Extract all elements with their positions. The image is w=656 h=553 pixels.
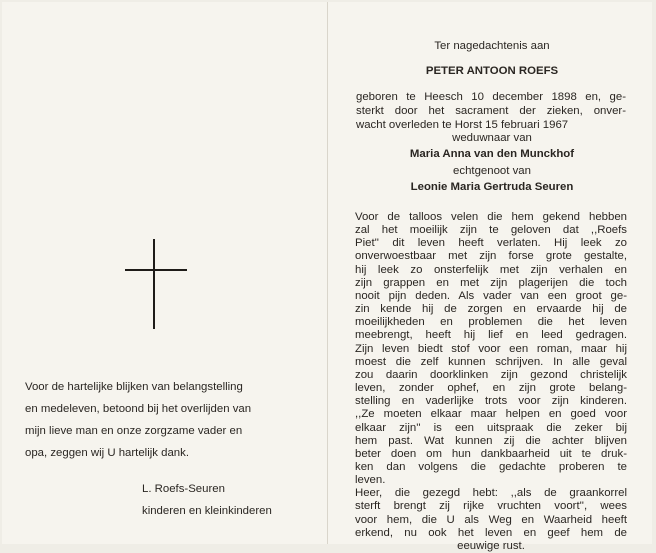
birth-line: geboren te Heesch 10 december 1898 en, ge- xyxy=(356,91,626,103)
memorial-heading: Ter nagedachtenis aan xyxy=(434,40,550,52)
bio-line: zal het moeilijk zijn te geloven dat ,,Roefs xyxy=(355,224,627,237)
bio-line: stelling en vaderlijke trots voor zijn kinderen. xyxy=(355,395,627,408)
bio-line: zin kende hij de zorgen en ervaarde hij de xyxy=(355,303,627,316)
card-fold-line xyxy=(327,2,328,544)
birth-line: wacht overleden te Horst 15 februari 1967 xyxy=(356,119,569,131)
birth-death-text xyxy=(356,90,626,132)
bio-line: Piet'' dit leven heeft verlaten. Hij leek zo xyxy=(355,237,627,250)
widower-label: weduwnaar van xyxy=(452,132,532,144)
thanks-text xyxy=(25,376,295,464)
bio-line: hem past. Wat kunnen zij die achter blijven xyxy=(355,434,627,447)
bio-line: Voor de talloos velen die hem gekend hebben xyxy=(355,211,627,223)
cross-icon-horizontal xyxy=(125,269,187,271)
memorial-card xyxy=(2,2,652,552)
bio-line: elkaar zijn'' is een uitspraak die zeker bij xyxy=(355,421,627,434)
bio-line: leven. xyxy=(355,474,386,487)
birth-line: sterkt door het sacrament der zieken, onver- xyxy=(356,105,626,117)
thanks-line: mijn lieve man en onze zorgzame vader en xyxy=(25,425,243,437)
bio-line: zijn grappen en met zijn plagerijen die toch xyxy=(355,276,627,289)
thanks-line: opa, zeggen wij U hartelijk dank. xyxy=(25,447,189,459)
second-wife-name: Leonie Maria Gertruda Seuren xyxy=(410,181,574,193)
bio-line: ,,Ze moeten elkaar maar helpen en goed voor xyxy=(355,408,627,421)
thanks-line: Voor de hartelijke blijken van belangstelling xyxy=(25,381,243,393)
bio-line: zou daarin doorklinken zijn gezond christelijk xyxy=(355,368,627,381)
bio-line: Heer, die gezegd hebt: ,,als de graankorrel xyxy=(355,487,627,500)
bio-line: moeilijkheden en problemen die het leven xyxy=(355,316,627,329)
bio-line: erkend, nu ook het leven en geef hem de xyxy=(355,526,627,539)
bio-line: hij leek zo onsterfelijk met zijn verhalen en xyxy=(355,263,627,276)
bio-line: voor hem, die U als Weg en Waarheid heeft xyxy=(355,513,627,526)
bio-line: onverwoestbaar met zijn forse grote gestalte, xyxy=(355,250,627,263)
bio-line: ken dan volgens die gedachte proberen te xyxy=(355,460,627,473)
thanks-line: en medeleven, betoond bij het overlijden van xyxy=(25,403,252,415)
bio-line: Zijn leven biedt stof voor een roman, maar hij xyxy=(355,342,627,355)
bio-line: leven, zonder ophef, en zijn grote belang- xyxy=(355,382,627,395)
bio-line: sterft brengt zij rijke vruchten voort'', wees xyxy=(355,500,627,513)
signature xyxy=(142,478,272,522)
cross-icon-vertical xyxy=(153,239,155,329)
bio-line: eeuwige rust. xyxy=(457,539,525,552)
biography-text xyxy=(355,211,627,553)
spouse-label: echtgenoot van xyxy=(453,165,531,177)
bio-line: moest die zelf kunnen schrijven. In alle geval xyxy=(355,355,627,368)
first-wife-name: Maria Anna van den Munckhof xyxy=(409,148,575,160)
bio-line: beter doen om hun dankbaarheid uit te druk- xyxy=(355,447,627,460)
signature-line: kinderen en kleinkinderen xyxy=(142,505,272,517)
signature-line: L. Roefs-Seuren xyxy=(142,483,225,495)
deceased-name: PETER ANTOON ROEFS xyxy=(425,65,559,77)
bio-line: nooit pijn deden. Als vader van een groot ge- xyxy=(355,289,627,302)
bio-line: meebrengt, heeft hij lief en leed gedragen. xyxy=(355,329,627,342)
